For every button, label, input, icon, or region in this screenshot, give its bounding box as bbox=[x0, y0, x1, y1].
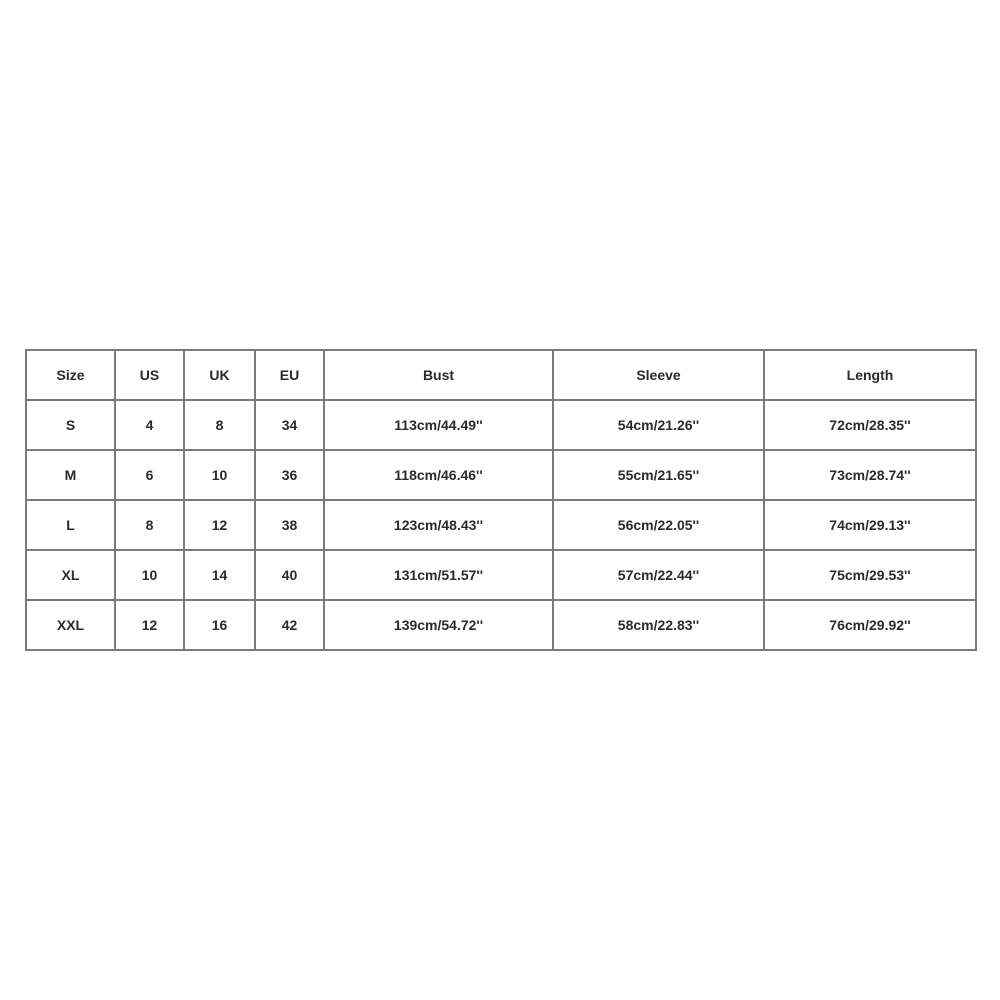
table-row bbox=[26, 550, 976, 600]
cell-sleeve: 56cm/22.05'' bbox=[553, 500, 764, 550]
cell-bust: 139cm/54.72'' bbox=[324, 600, 553, 650]
header-length: Length bbox=[764, 350, 976, 400]
cell-uk: 12 bbox=[184, 500, 255, 550]
cell-bust: 113cm/44.49'' bbox=[324, 400, 553, 450]
header-eu: EU bbox=[255, 350, 324, 400]
cell-uk: 16 bbox=[184, 600, 255, 650]
cell-eu: 40 bbox=[255, 550, 324, 600]
cell-sleeve: 55cm/21.65'' bbox=[553, 450, 764, 500]
cell-bust: 123cm/48.43'' bbox=[324, 500, 553, 550]
cell-length: 76cm/29.92'' bbox=[764, 600, 976, 650]
cell-length: 74cm/29.13'' bbox=[764, 500, 976, 550]
cell-us: 6 bbox=[115, 450, 184, 500]
table-header-row bbox=[26, 350, 976, 400]
header-us: US bbox=[115, 350, 184, 400]
cell-sleeve: 57cm/22.44'' bbox=[553, 550, 764, 600]
cell-length: 75cm/29.53'' bbox=[764, 550, 976, 600]
cell-us: 4 bbox=[115, 400, 184, 450]
cell-bust: 118cm/46.46'' bbox=[324, 450, 553, 500]
table-row bbox=[26, 500, 976, 550]
table-row bbox=[26, 450, 976, 500]
header-uk: UK bbox=[184, 350, 255, 400]
cell-eu: 36 bbox=[255, 450, 324, 500]
cell-bust: 131cm/51.57'' bbox=[324, 550, 553, 600]
table-row bbox=[26, 600, 976, 650]
header-size: Size bbox=[26, 350, 115, 400]
cell-sleeve: 54cm/21.26'' bbox=[553, 400, 764, 450]
cell-uk: 10 bbox=[184, 450, 255, 500]
cell-eu: 38 bbox=[255, 500, 324, 550]
cell-length: 72cm/28.35'' bbox=[764, 400, 976, 450]
table-row bbox=[26, 400, 976, 450]
cell-us: 10 bbox=[115, 550, 184, 600]
cell-uk: 14 bbox=[184, 550, 255, 600]
cell-size: XL bbox=[26, 550, 115, 600]
cell-us: 8 bbox=[115, 500, 184, 550]
cell-size: XXL bbox=[26, 600, 115, 650]
cell-size: M bbox=[26, 450, 115, 500]
cell-size: L bbox=[26, 500, 115, 550]
cell-eu: 34 bbox=[255, 400, 324, 450]
size-chart-table bbox=[25, 349, 977, 651]
cell-uk: 8 bbox=[184, 400, 255, 450]
cell-eu: 42 bbox=[255, 600, 324, 650]
cell-us: 12 bbox=[115, 600, 184, 650]
header-sleeve: Sleeve bbox=[553, 350, 764, 400]
cell-size: S bbox=[26, 400, 115, 450]
cell-sleeve: 58cm/22.83'' bbox=[553, 600, 764, 650]
cell-length: 73cm/28.74'' bbox=[764, 450, 976, 500]
header-bust: Bust bbox=[324, 350, 553, 400]
